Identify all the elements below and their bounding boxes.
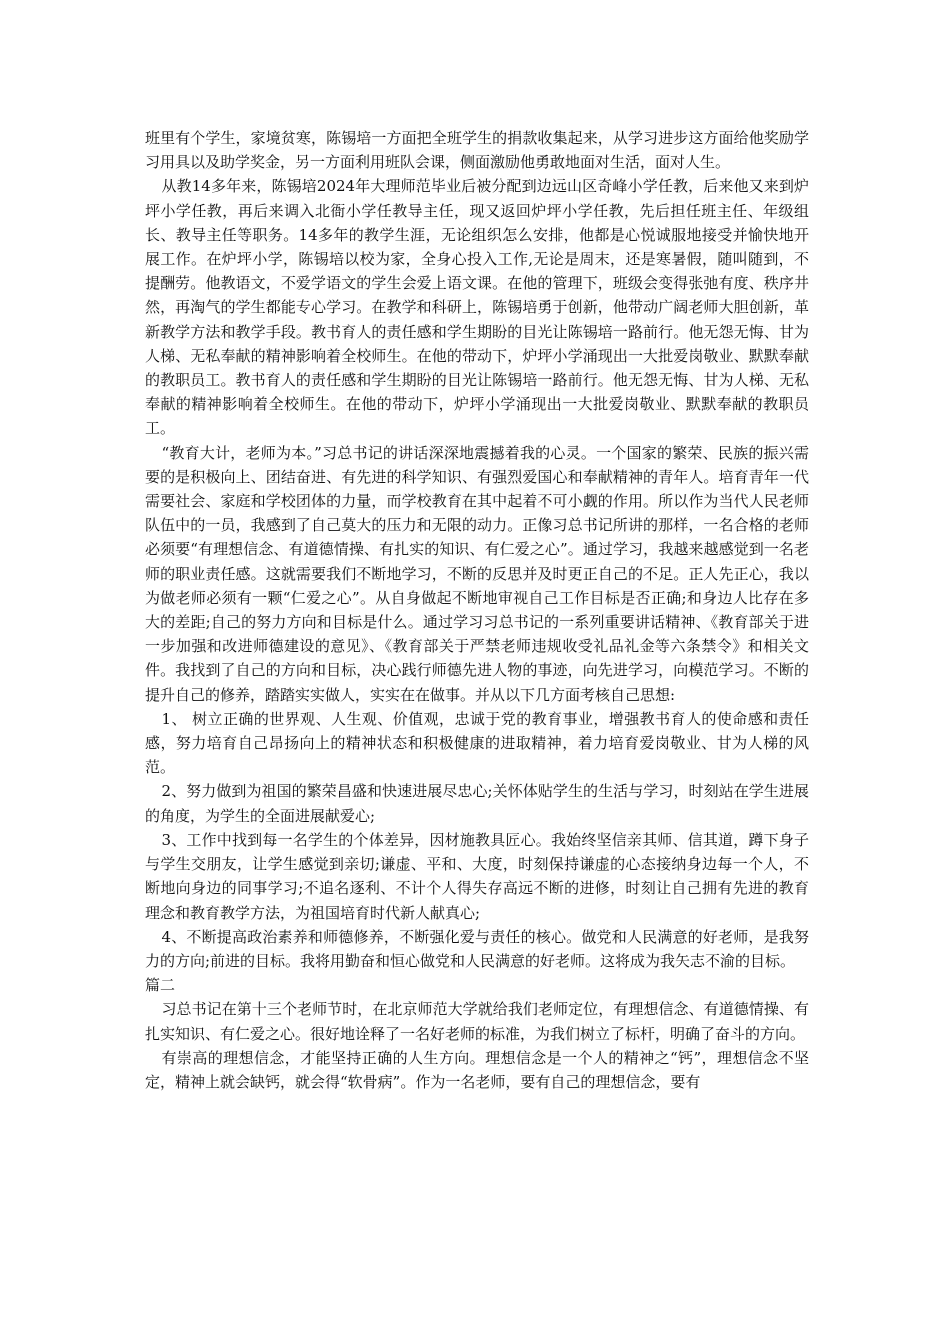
list-item: 4、不断提高政治素养和师德修养，不断强化爱与责任的核心。做党和人民满意的好老师，是我努力的方向;前进的目标。我将用勤奋和恒心做党和人民满意的好老师。这将成为我矢志不渝的目标。 (145, 927, 809, 970)
paragraph: 有崇高的理想信念，才能坚持正确的人生方向。理想信念是一个人的精神之“钙”，理想信念不坚定，精神上就会缺钙，就会得“软骨病”。作为一名老师，要有自己的理想信念，要有 (145, 1048, 809, 1091)
paragraph: 班里有个学生，家境贫寒，陈锡培一方面把全班学生的捐款收集起来，从学习进步这方面给他奖励学习用具以及助学奖金，另一方面利用班队会课，侧面激励他勇敢地面对生活，面对人生。 (145, 129, 809, 172)
section-heading: 篇二 (145, 976, 176, 995)
paragraph: 从教14多年来，陈锡培2024年大理师范毕业后被分配到边远山区奇峰小学任教，后来他又来到炉坪小学任教，再后来调入北衙小学任教导主任，现又返回炉坪小学任教，先后担任班主任、年级组长、教导主任等职务。14多年的教学生涯，无论组织怎么安排，他都是心悦诚服地接受并愉快地开展工作。在炉坪小学，陈锡培以校为家，全身心投入工作,无论是周末，还是寒暑假，随叫随到，不提酬劳。他教语文，不爱学语文的学生会爱上语文课。在他的管理下，班级会变得张弛有度、秩序井然，再淘气的学生都能专心学习。在教学和科研上，陈锡培勇于创新，他带动广阔老师大胆创新，革新教学方法和教学手段。教书育人的责任感和学生期盼的目光让陈锡培一路前行。他无怨无悔、甘为人梯、无私奉献的精神影响着全校师生。在他的带动下，炉坪小学涌现出一大批爱岗敬业、默默奉献的教职员工。教书育人的责任感和学生期盼的目光让陈锡培一路前行。他无怨无悔、甘为人梯、无私奉献的精神影响着全校师生。在他的带动下，炉坪小学涌现出一大批爱岗敬业、默默奉献的教职员工。 (145, 177, 809, 438)
paragraph: 习总书记在第十三个老师节时，在北京师范大学就给我们老师定位，有理想信念、有道德情操、有扎实知识、有仁爱之心。很好地诠释了一名好老师的标准，为我们树立了标杆，明确了奋斗的方向。 (145, 1000, 809, 1043)
document-body (145, 126, 809, 1094)
paragraph: “教育大计，老师为本。”习总书记的讲话深深地震撼着我的心灵。一个国家的繁荣、民族的振兴需要的是积极向上、团结奋进、有先进的科学知识、有强烈爱国心和奉献精神的青年人。培育青年一代需要社会、家庭和学校团体的力量，而学校教育在其中起着不可小觑的作用。所以作为当代人民老师队伍中的一员，我感到了自己莫大的压力和无限的动力。正像习总书记所讲的那样，一名合格的老师必须要“有理想信念、有道德情操、有扎实的知识、有仁爱之心”。通过学习，我越来越感觉到一名老师的职业责任感。这就需要我们不断地学习，不断的反思并及时更正自己的不足。正人先正心，我以为做老师必须有一颗“仁爱之心”。从自身做起不断地审视自己工作目标是否正确;和身边人比存在多大的差距;自己的努力方向和目标是什么。通过学习习总书记的一系列重要讲话精神、《教育部关于进一步加强和改进师德建设的意见》、《教育部关于严禁老师违规收受礼品礼金等六条禁令》和相关文件。我找到了自己的方向和目标，决心践行师德先进人物的事迹，向先进学习，向模范学习。不断的提升自己的修养，踏踏实实做人，实实在在做事。并从以下几方面考核自己思想: (145, 443, 809, 704)
list-item: 3、工作中找到每一名学生的个体差异，因材施教具匠心。我始终坚信亲其师、信其道，蹲下身子与学生交朋友，让学生感觉到亲切;谦虚、平和、大度，时刻保持谦虚的心态接纳身边每一个人，不断地向身边的同事学习;不追名逐利、不计个人得失存高远不断的进修，时刻让自己拥有先进的教育理念和教育教学方法，为祖国培育时代新人献真心; (145, 830, 809, 922)
list-item: 2、努力做到为祖国的繁荣昌盛和快速进展尽忠心;关怀体贴学生的生活与学习，时刻站在学生进展的角度，为学生的全面进展献爱心; (145, 782, 809, 825)
list-item: 1、 树立正确的世界观、人生观、价值观，忠诚于党的教育事业，增强教书育人的使命感和责任感，努力培育自己昂扬向上的精神状态和积极健康的进取精神，着力培育爱岗敬业、甘为人梯的风范。 (145, 709, 809, 777)
